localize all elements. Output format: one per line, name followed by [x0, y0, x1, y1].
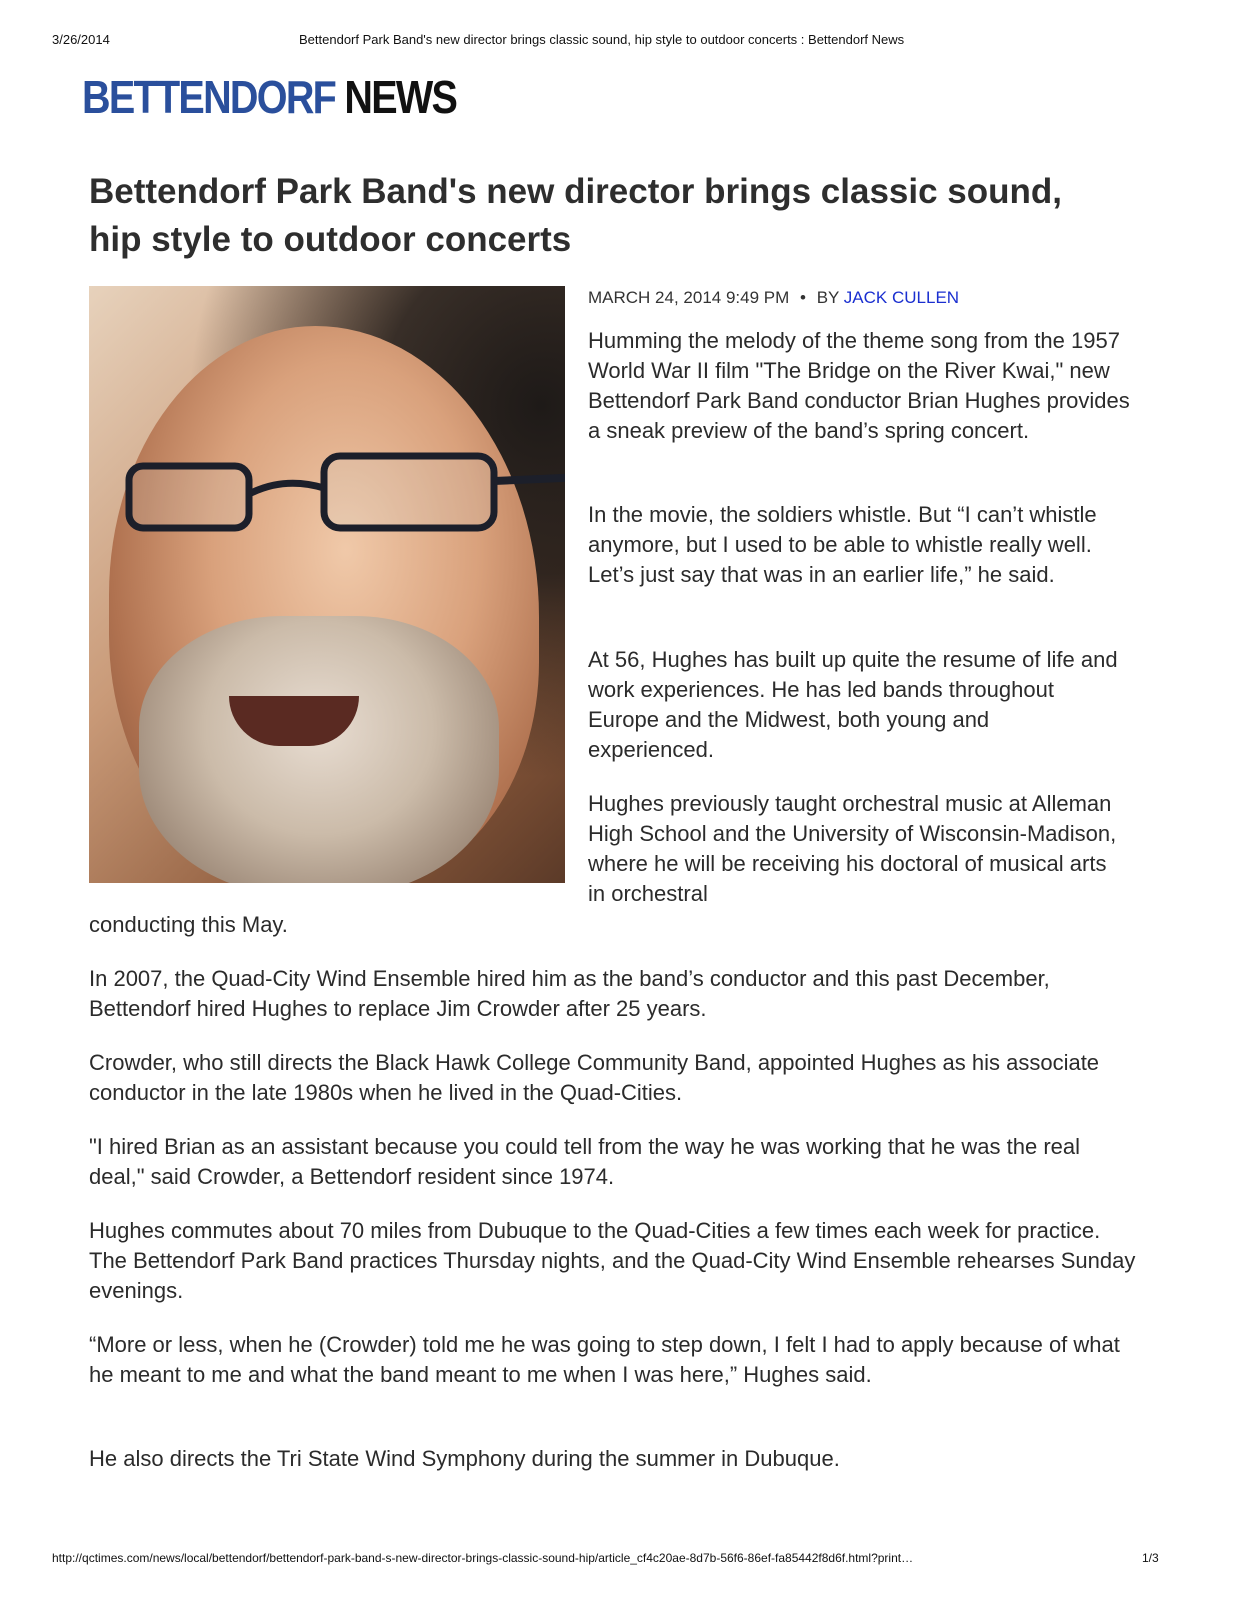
print-url: http://qctimes.com/news/local/bettendorf/bettendorf-park-band-s-new-director-brings-classic-sound-hip/article_cf4c20ae-8d7b-56f6-86ef-fa85442f8d6f.html?print…	[52, 1551, 914, 1565]
article-date: MARCH 24, 2014 9:49 PM	[588, 288, 790, 307]
article-headline: Bettendorf Park Band's new director brings classic sound, hip style to outdoor concerts	[89, 172, 1062, 259]
print-date: 3/26/2014	[52, 32, 110, 47]
logo-part-bettendorf: BETTENDORF	[82, 71, 336, 123]
byline-by-label: BY	[816, 288, 840, 307]
author-link[interactable]: JACK CULLEN	[843, 288, 960, 307]
article-paragraph: He also directs the Tri State Wind Symphony during the summer in Dubuque.	[89, 1446, 840, 1471]
article-paragraph: conducting this May.	[89, 912, 288, 937]
article-byline	[588, 288, 959, 308]
article-paragraph: Hughes previously taught orchestral music at Alleman High School and the University of Wisconsin-Madison, where he will be receiving his doctoral of musical arts in orchestral	[588, 791, 1117, 906]
print-page-title: Bettendorf Park Band's new director brings classic sound, hip style to outdoor concerts : Bettendorf News	[299, 32, 905, 47]
article-paragraph: Crowder, who still directs the Black Hawk College Community Band, appointed Hughes as his associate conductor in the late 1980s when he lived in the Quad-Cities.	[89, 1050, 1100, 1105]
byline-separator: •	[800, 288, 806, 307]
article-paragraph: At 56, Hughes has built up quite the resume of life and work experiences. He has led bands throughout Europe and the Midwest, both young and experienced.	[588, 647, 1118, 762]
article-paragraph: “More or less, when he (Crowder) told me he was going to step down, I felt I had to apply because of what he meant to me and what the band meant to me when I was here,” Hughes said.	[89, 1332, 1120, 1387]
logo-part-news: NEWS	[344, 71, 457, 123]
article-paragraph: "I hired Brian as an assistant because you could tell from the way he was working that he was the real deal," said Crowder, a Bettendorf resident since 1974.	[89, 1134, 1080, 1189]
article-paragraph: In the movie, the soldiers whistle. But “I can’t whistle anymore, but I used to be able to whistle really well. Let’s just say that was in an earlier life,” he said.	[588, 502, 1097, 587]
print-page-number: 1/3	[1142, 1551, 1159, 1565]
article-paragraph: In 2007, the Quad-City Wind Ensemble hired him as the band’s conductor and this past December, Bettendorf hired Hughes to replace Jim Crowder after 25 years.	[89, 966, 1050, 1021]
site-logo[interactable]	[82, 70, 456, 124]
photo-glasses-shape	[99, 436, 565, 556]
article-photo[interactable]	[89, 286, 565, 883]
article-paragraph: Humming the melody of the theme song from the 1957 World War II film "The Bridge on the River Kwai," new Bettendorf Park Band conductor Brian Hughes provides a sneak preview of the band’s spring concert.	[588, 328, 1130, 443]
article-paragraph: Hughes commutes about 70 miles from Dubuque to the Quad-Cities a few times each week for practice. The Bettendorf Park Band practices Thursday nights, and the Quad-City Wind Ensemble rehearses Sunday evenings.	[89, 1218, 1136, 1303]
photo-beard-shape	[139, 616, 499, 883]
